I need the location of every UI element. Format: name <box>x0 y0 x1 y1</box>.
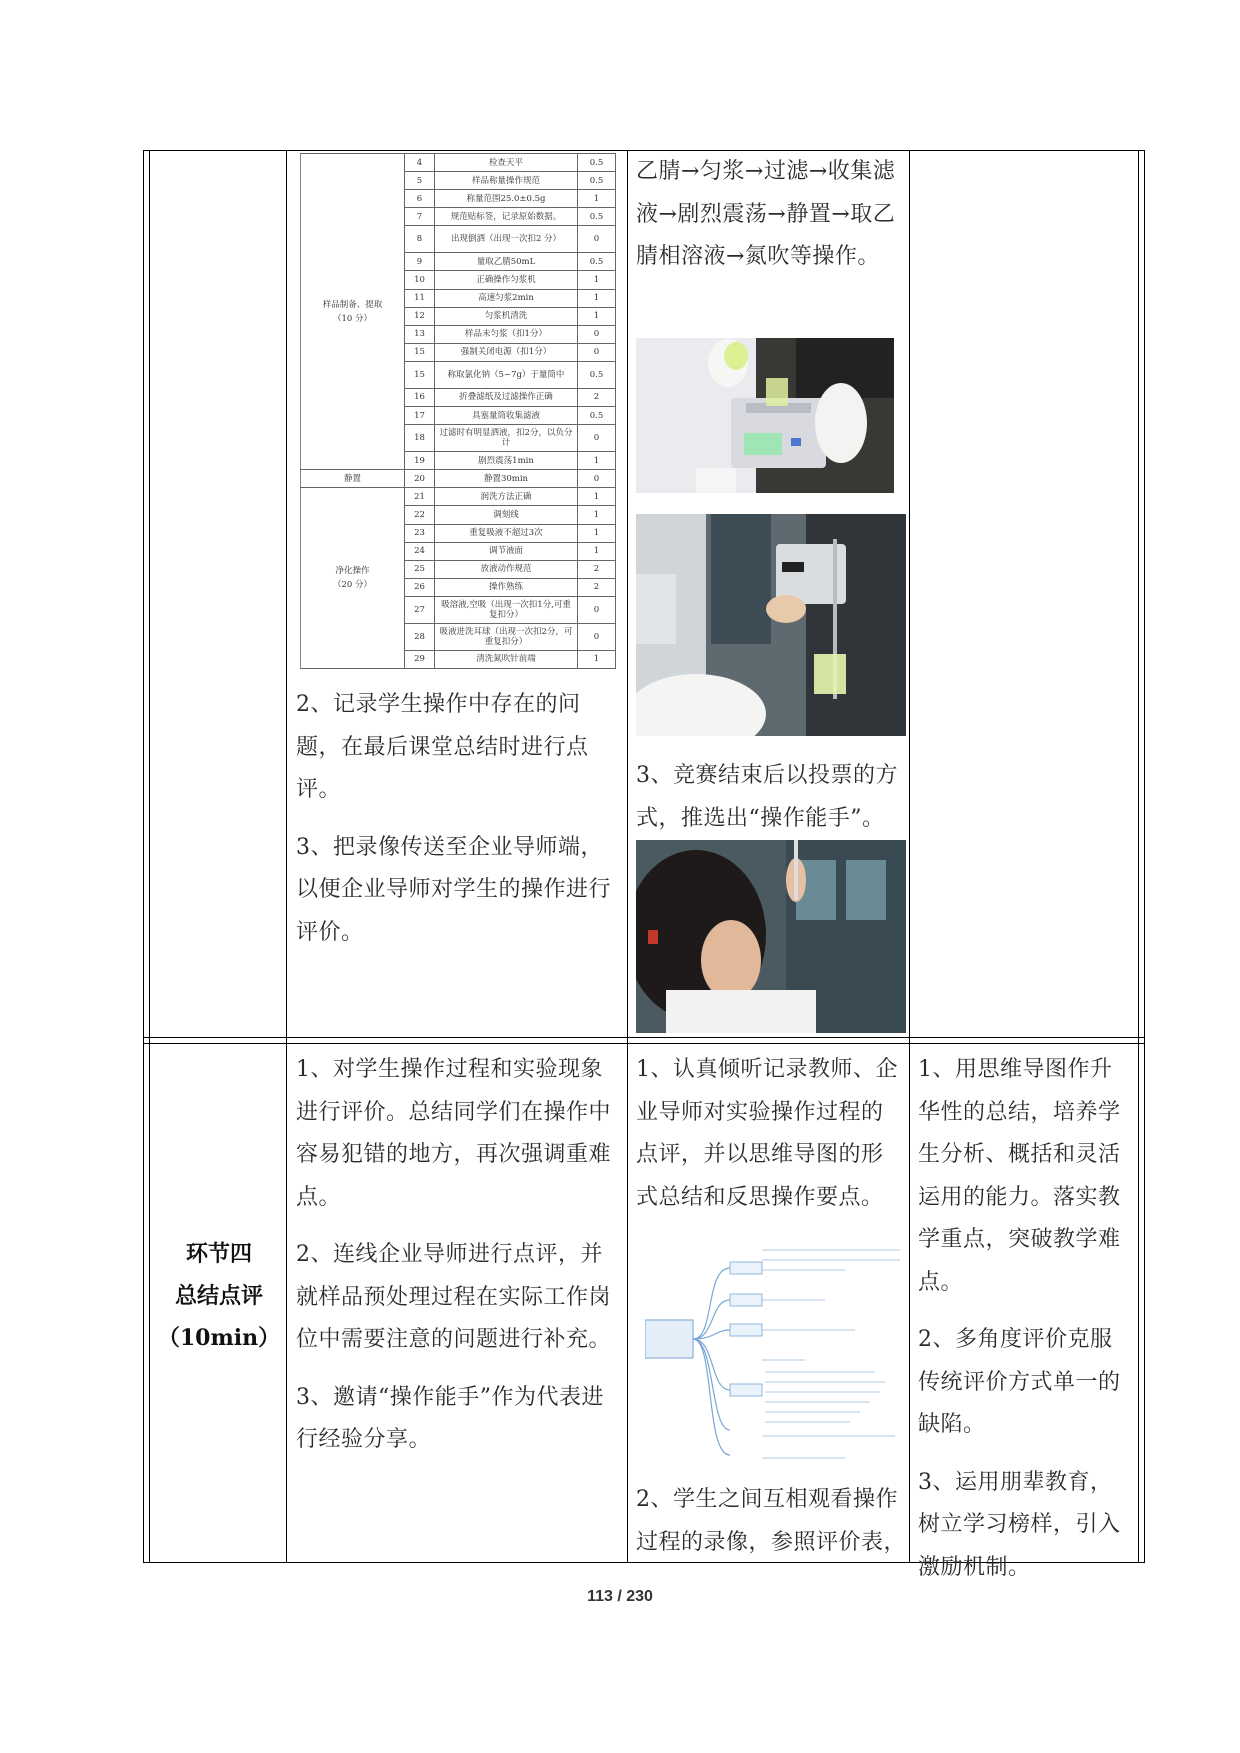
design-intent-1: 1、用思维导图作升华性的总结，培养学生分析、概括和灵活运用的能力。落实教学重点，突破教学难点。 <box>918 1057 1121 1295</box>
score-cell-score: 0 <box>578 226 616 253</box>
stage-duration: （10min） <box>157 1325 281 1351</box>
score-cell-score: 1 <box>578 271 616 289</box>
score-cell-item: 放液动作规范 <box>435 560 578 578</box>
score-cell-no: 17 <box>405 407 435 425</box>
score-cell-score: 0.5 <box>578 154 616 172</box>
score-cell-item: 高速匀浆2min <box>435 289 578 307</box>
score-cell-no: 20 <box>405 470 435 488</box>
teacher-eval-2: 2、连线企业导师进行点评，并就样品预处理过程在实际工作岗位中需要注意的问题进行补充。 <box>296 1242 612 1352</box>
score-cell-item: 具塞量筒收集滤液 <box>435 407 578 425</box>
table-border-left-inner <box>149 150 150 1563</box>
score-cell-score: 1 <box>578 542 616 560</box>
score-cell-score: 0.5 <box>578 172 616 190</box>
mind-map <box>645 1240 905 1465</box>
score-cell-no: 26 <box>405 578 435 596</box>
section-points: （10 分） <box>332 313 373 324</box>
score-cell-no: 6 <box>405 190 435 208</box>
student-activity-3: 3、竞赛结束后以投票的方式，推选出“操作能手”。 <box>636 763 898 831</box>
score-cell-score: 0 <box>578 325 616 343</box>
score-cell-score: 0.5 <box>578 407 616 425</box>
row2-student-text-2 <box>636 1479 906 1579</box>
score-cell-score: 1 <box>578 524 616 542</box>
score-row <box>301 154 616 172</box>
photo-weighing <box>636 338 894 493</box>
row-divider <box>143 1037 1145 1038</box>
score-cell-score: 2 <box>578 560 616 578</box>
score-cell-item: 样品未匀浆（扣1分） <box>435 325 578 343</box>
score-cell-score: 1 <box>578 307 616 325</box>
design-intent-2: 2、多角度评价克服传统评价方式单一的缺陷。 <box>918 1327 1121 1437</box>
score-cell-score: 1 <box>578 190 616 208</box>
photo-pipetting <box>636 840 906 1033</box>
score-cell-score: 0.5 <box>578 361 616 388</box>
score-cell-item: 吸液进洗耳球（出现一次扣2分，可重复扣分） <box>435 623 578 650</box>
score-cell-item: 样品称量操作规范 <box>435 172 578 190</box>
score-cell-score: 0 <box>578 343 616 361</box>
teacher-activity-3: 3、把录像传送至企业导师端，以便企业导师对学生的操作进行评价。 <box>296 834 612 945</box>
section-label: 净化操作 <box>335 566 370 577</box>
score-cell-score: 1 <box>578 452 616 470</box>
score-cell-score: 0.5 <box>578 208 616 226</box>
score-cell-score: 0 <box>578 596 616 623</box>
student-summary-1: 1、认真倾听记录教师、企业导师对实验操作过程的点评，并以思维导图的形式总结和反思操作要点。 <box>636 1057 898 1210</box>
score-cell-item: 称量范围25.0±0.5g <box>435 190 578 208</box>
score-cell-score: 1 <box>578 650 616 668</box>
score-cell-item: 清洗氮吹针前端 <box>435 650 578 668</box>
row-divider-inner <box>143 1043 1145 1044</box>
score-cell-item: 出现倒洒（出现一次扣2 分） <box>435 226 578 253</box>
score-cell-item: 规范贴标签，记录原始数据。 <box>435 208 578 226</box>
score-cell-item: 重复吸液不超过3次 <box>435 524 578 542</box>
row2-teacher-text <box>296 1049 618 1477</box>
score-row <box>301 470 616 488</box>
section-label: 样品制备、提取 <box>322 299 383 310</box>
score-row <box>301 488 616 506</box>
score-cell-score: 0.5 <box>578 253 616 271</box>
score-cell-no: 15 <box>405 361 435 388</box>
stage-subtitle: 总结点评 <box>174 1283 263 1309</box>
score-cell-no: 21 <box>405 488 435 506</box>
score-cell-no: 10 <box>405 271 435 289</box>
score-cell-no: 11 <box>405 289 435 307</box>
score-cell-no: 23 <box>405 524 435 542</box>
score-cell-score: 1 <box>578 506 616 524</box>
score-cell-no: 19 <box>405 452 435 470</box>
score-cell-item: 调刻线 <box>435 506 578 524</box>
score-cell-score: 1 <box>578 488 616 506</box>
score-cell-item: 正确操作匀浆机 <box>435 271 578 289</box>
row2-student-text-1 <box>636 1049 904 1234</box>
col-divider-1 <box>286 150 287 1563</box>
score-cell-no: 25 <box>405 560 435 578</box>
row1-teacher-text <box>296 684 618 969</box>
score-cell-no: 15 <box>405 343 435 361</box>
score-cell-no: 16 <box>405 388 435 406</box>
score-cell-item: 过滤时有明显洒液，扣2分，以负分计 <box>435 425 578 452</box>
score-cell-no: 4 <box>405 154 435 172</box>
score-cell-no: 5 <box>405 172 435 190</box>
score-cell-no: 9 <box>405 253 435 271</box>
score-cell-item: 静置30min <box>435 470 578 488</box>
score-cell-score: 2 <box>578 388 616 406</box>
score-cell-item: 强制关闭电源（扣1分） <box>435 343 578 361</box>
table-border-left <box>143 150 144 1563</box>
score-cell-item: 调节液面 <box>435 542 578 560</box>
score-section-name <box>301 470 405 488</box>
score-cell-item: 折叠滤纸及过滤操作正确 <box>435 388 578 406</box>
score-cell-no: 29 <box>405 650 435 668</box>
score-table <box>300 153 616 669</box>
score-cell-no: 24 <box>405 542 435 560</box>
score-cell-no: 7 <box>405 208 435 226</box>
stage-title <box>152 1233 286 1359</box>
score-cell-score: 1 <box>578 289 616 307</box>
section-points: （20 分） <box>332 580 373 591</box>
score-cell-no: 8 <box>405 226 435 253</box>
score-section-name <box>301 488 405 669</box>
score-cell-no: 18 <box>405 425 435 452</box>
teacher-activity-2: 2、记录学生操作中存在的问题，在最后课堂总结时进行点评。 <box>296 692 589 802</box>
score-cell-item: 称取氯化钠（5~7g）于量筒中 <box>435 361 578 388</box>
student-summary-2: 2、学生之间互相观看操作过程的录像，参照评价表， <box>636 1487 907 1555</box>
col-divider-3 <box>909 150 910 1563</box>
score-cell-score: 0 <box>578 425 616 452</box>
table-border-right-inner <box>1138 150 1139 1563</box>
score-cell-item: 操作熟练 <box>435 578 578 596</box>
row2-intent-text <box>918 1049 1134 1604</box>
design-intent-3: 3、运用朋辈教育，树立学习榜样，引入激励机制。 <box>918 1469 1121 1580</box>
student-activity-1-cont: 乙腈→匀浆→过滤→收集滤液→剧烈震荡→静置→取乙腈相溶液→氮吹等操作。 <box>636 159 896 269</box>
row1-student-text-1 <box>636 151 904 294</box>
score-cell-item: 匀浆机清洗 <box>435 307 578 325</box>
score-cell-no: 12 <box>405 307 435 325</box>
score-cell-item: 吸溶液,空吸（出现一次扣1分,可重复扣分） <box>435 596 578 623</box>
teacher-eval-1: 1、对学生操作过程和实验现象进行评价。总结同学们在操作中容易犯错的地方，再次强调重难点。 <box>296 1057 612 1210</box>
score-cell-no: 13 <box>405 325 435 343</box>
score-cell-score: 0 <box>578 470 616 488</box>
teacher-eval-3: 3、邀请“操作能手”作为代表进行经验分享。 <box>296 1384 604 1452</box>
score-cell-score: 0 <box>578 623 616 650</box>
score-cell-item: 检查天平 <box>435 154 578 172</box>
score-cell-item: 润洗方法正确 <box>435 488 578 506</box>
stage-name: 环节四 <box>185 1241 252 1267</box>
score-section-name <box>301 154 405 470</box>
photo-homogenizer <box>636 514 906 736</box>
table-border-right <box>1144 150 1145 1563</box>
score-cell-item: 剧烈震荡1min <box>435 452 578 470</box>
score-cell-score: 2 <box>578 578 616 596</box>
section-label: 静置 <box>343 473 361 484</box>
score-cell-no: 27 <box>405 596 435 623</box>
page-number: 113 / 230 <box>587 1588 653 1605</box>
score-cell-no: 22 <box>405 506 435 524</box>
score-cell-item: 量取乙腈50mL <box>435 253 578 271</box>
col-divider-2 <box>627 150 628 1563</box>
score-cell-no: 28 <box>405 623 435 650</box>
